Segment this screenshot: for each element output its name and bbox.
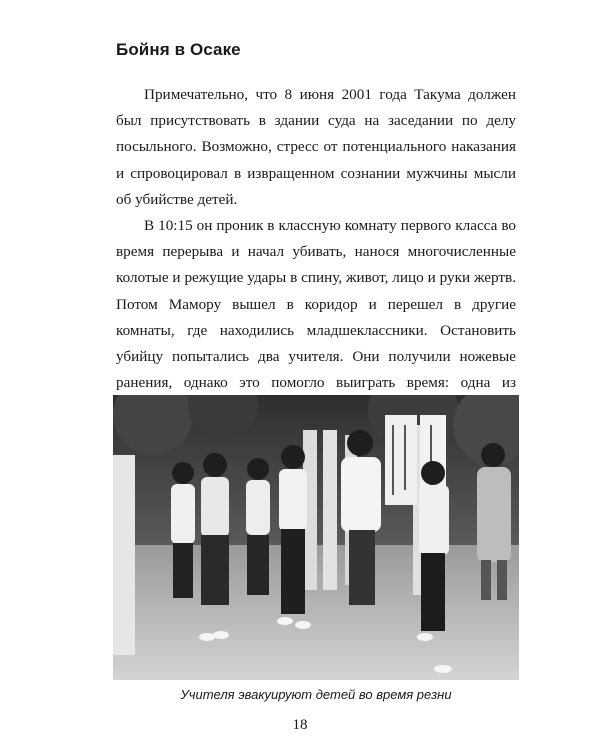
paragraph-2: В 10:15 он проник в классную комнату первого класса во время перерыва и начал убивать, нанося многочисленные колотые и режущие удары в спину, живот, лицо и руки жертв. Потом Мамору вышел в коридор и перешел в другие комнаты, где находились младшеклассники. Остановить убийцу попытались два учителя. Они получили ножевые ранения, однако это помогло выиграть время: одна из — [116, 217, 516, 392]
photo-caption: Учителя эвакуируют детей во время резни — [180, 687, 452, 702]
page-number: 18 — [292, 717, 308, 733]
paragraph-1: Примечательно, что 8 июня 2001 года Такума должен был присутствовать в здании суда на заседании по делу посыльного. Возможно, стресс от потенциального наказания и спровоцировал в извращенном сознании мужчины мысли об убийстве детей. — [116, 86, 516, 208]
photo-illustration — [113, 395, 519, 680]
photo-schoolchildren-evacuation — [113, 395, 519, 680]
section-heading: Бойня в Осаке — [116, 40, 241, 59]
